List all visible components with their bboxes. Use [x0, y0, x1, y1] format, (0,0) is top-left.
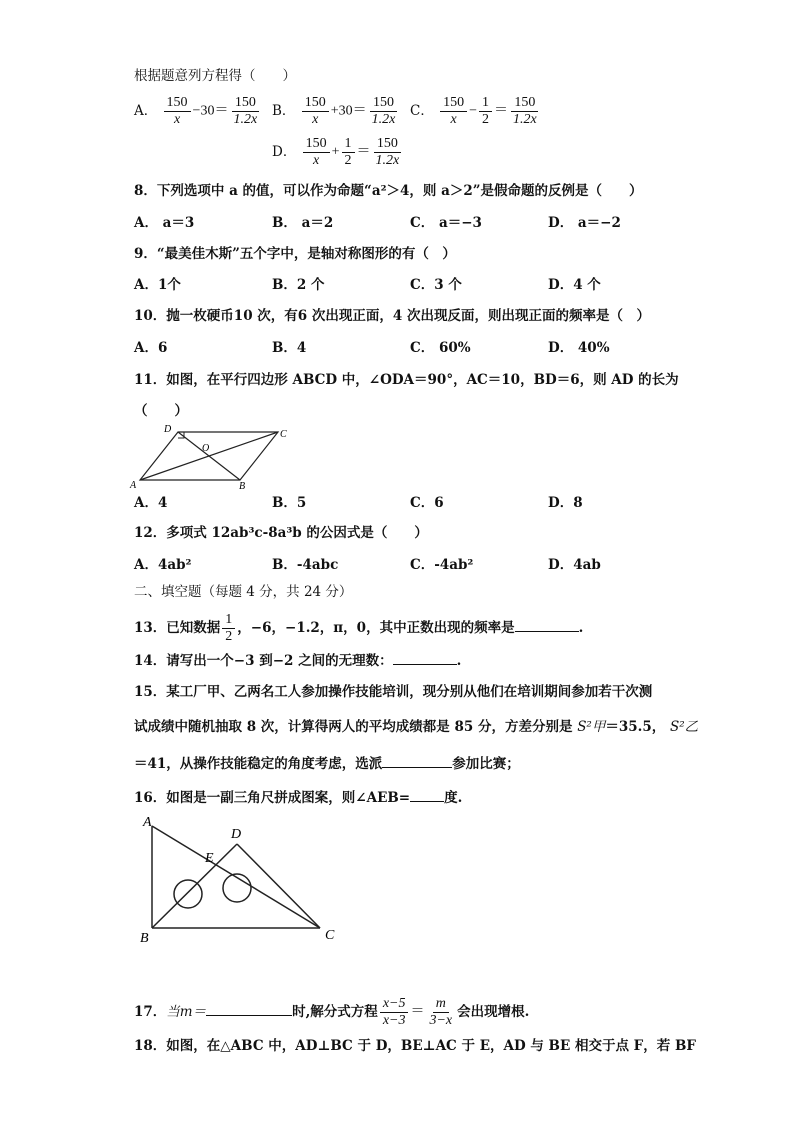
q10-option-d: D． 40%: [548, 340, 610, 356]
q15-line2: 试成绩中随机抽取 8 次，计算得两人的平均成绩都是 85 分，方差分别是 S²甲＝35.5， S²乙: [134, 719, 699, 735]
fraction: $\frac{1}{2}$: [479, 95, 492, 128]
q10-option-c: C． 60%: [410, 340, 471, 356]
q12-option-b: B．-4abc: [272, 557, 339, 573]
fraction: $\frac{150}{x}$: [440, 95, 467, 128]
fraction: $\frac{150}{1.2x}$: [233, 95, 258, 127]
q18-stem: 18．如图，在△ABC 中，AD⊥BC 于 D，BE⊥AC 于 E，AD 与 BE 相交于点 F，若 BF: [134, 1038, 696, 1054]
fraction: $\frac{150}{x}$: [302, 95, 329, 128]
q16-triangle-ruler-figure: [136, 810, 346, 950]
q7-option-d: D． $\frac{150}{x}$ + $\frac{1}{2}$ ＝ $\frac{150}{1.2x}$: [272, 136, 404, 169]
fraction: $\frac{150}{x}$: [303, 136, 330, 169]
segment-bd: [152, 844, 237, 928]
q10-stem: 10．抛一枚硬币10 次，有6 次出现正面，4 次出现反面，则出现正面的频率是（ ）: [134, 308, 650, 324]
section-heading: 二、填空题（每题 4 分，共 24 分）: [134, 584, 353, 600]
q8-option-a: A． a＝3: [134, 215, 195, 231]
q12-option-c: C．-4ab²: [410, 557, 474, 573]
q8-option-d: D． a＝−2: [548, 215, 621, 231]
q8-option-c: C． a＝−3: [410, 215, 482, 231]
q7-option-a: A． $\frac{150}{x}$ −30＝ $\frac{150}{1.2x}$: [134, 95, 262, 128]
label-c: C: [325, 928, 335, 943]
q10-option-a: A．6: [134, 340, 168, 356]
fraction: $\frac{150}{1.2x}$: [513, 95, 537, 127]
label-a: A: [143, 815, 152, 830]
q9-option-d: D．4 个: [548, 277, 601, 293]
answer-blank: [382, 754, 452, 768]
label-d: D: [164, 424, 172, 435]
q11-option-b: B．5: [272, 495, 307, 511]
q12-stem: 12．多项式 12ab³c-8a³b 的公因式是（ ）: [134, 525, 428, 541]
q11-paren: （ ）: [134, 403, 188, 419]
q9-stem: 9．“最美佳木斯”五个字中，是轴对称图形的有（ ）: [134, 246, 456, 262]
q10-option-b: B．4: [272, 340, 307, 356]
q11-option-a: A．4: [134, 495, 168, 511]
label-o: O: [202, 443, 210, 454]
variance-jia: S²甲: [577, 719, 606, 735]
variance-yi: S²乙: [669, 719, 699, 735]
q11-option-c: C．6: [410, 495, 444, 511]
answer-blank: [515, 618, 579, 632]
label-b: B: [239, 481, 246, 490]
fraction: $\frac{x-5}{x-3}$: [380, 996, 409, 1029]
fraction: $\frac{1}{2}$: [222, 612, 235, 645]
q9-option-a: A．1个: [134, 277, 181, 293]
label-b: B: [140, 931, 149, 946]
q15-line1: 15．某工厂甲、乙两名工人参加操作技能培训，现分别从他们在培训期间参加若干次测: [134, 684, 653, 700]
q14-stem: 14．请写出一个−3 到−2 之间的无理数： .: [134, 653, 462, 669]
q12-option-a: A．4ab²: [134, 557, 192, 573]
label-a: A: [130, 480, 137, 490]
q11-parallelogram-figure: [128, 418, 298, 490]
fraction: $\frac{150}{1.2x}$: [371, 95, 396, 127]
fraction: $\frac{m}{3-x}$: [429, 996, 453, 1028]
fraction: $\frac{1}{2}$: [342, 136, 355, 169]
label-d: D: [231, 827, 242, 842]
fraction: $\frac{150}{1.2x}$: [375, 136, 400, 168]
q8-stem: 8．下列选项中 a 的值，可以作为命题“a²＞4，则 a＞2”是假命题的反例是（ ）: [134, 183, 643, 199]
q12-option-d: D．4ab: [548, 557, 601, 573]
q7-option-c: C． $\frac{150}{x}$ − $\frac{1}{2}$ ＝ $\frac{150}{1.2x}$: [410, 95, 542, 128]
fraction: $\frac{150}{x}$: [164, 95, 191, 128]
q15-line3: ＝41，从操作技能稳定的角度考虑，选派 参加比赛；: [134, 756, 520, 772]
q9-option-c: C．3 个: [410, 277, 462, 293]
q7-stem: 根据题意列方程得（ ）: [134, 68, 296, 84]
q9-option-b: B．2 个: [272, 277, 325, 293]
answer-blank: [393, 651, 457, 665]
answer-blank: [206, 1002, 292, 1016]
label-e: E: [205, 851, 214, 866]
q13-stem: 13．已知数据 $\frac{1}{2}$ ，−6，−1.2，π，0，其中正数出现的频率是 .: [134, 612, 584, 644]
diagonal-bd: [178, 432, 240, 480]
q8-option-b: B． a＝2: [272, 215, 334, 231]
q16-stem: 16．如图是一副三角尺拼成图案，则∠AEB= 度.: [134, 790, 463, 806]
q7-option-b: B． $\frac{150}{x}$ +30＝ $\frac{150}{1.2x}$: [272, 95, 400, 128]
q11-option-d: D．8: [548, 495, 583, 511]
ruler-hole-left: [174, 880, 202, 908]
q17-stem: 17．当m＝ 时,解分式方程 $\frac{x-5}{x-3}$ ＝ $\frac{m}{3-x}$ 会出现增根.: [134, 996, 530, 1028]
q11-stem: 11．如图，在平行四边形 ABCD 中，∠ODA＝90°，AC＝10，BD＝6，则 AD 的长为: [134, 372, 679, 388]
label-c: C: [280, 429, 287, 440]
answer-blank: [410, 788, 444, 802]
